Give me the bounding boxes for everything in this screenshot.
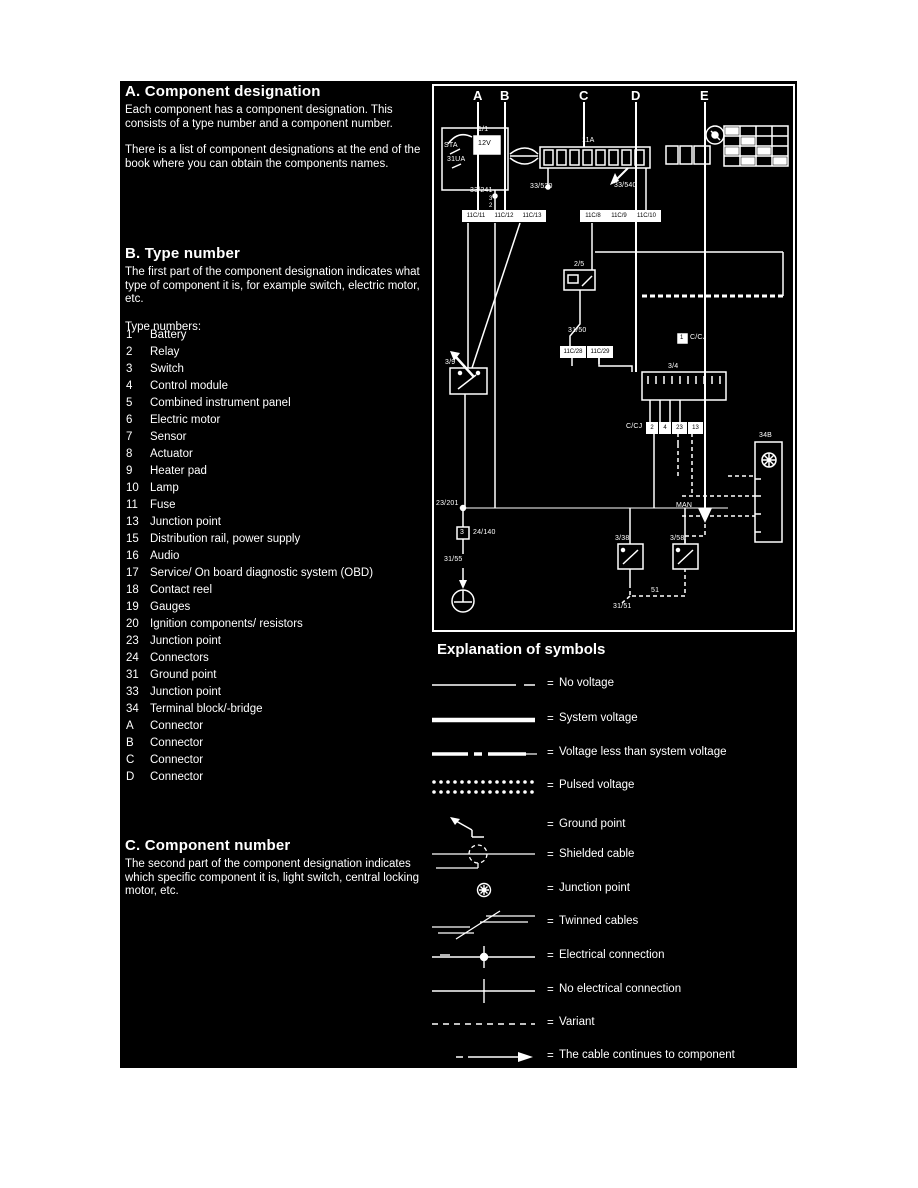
type-number: 15 xyxy=(126,533,139,545)
mid-connector-wires xyxy=(572,358,599,366)
list-item xyxy=(120,448,440,465)
legend-row xyxy=(430,976,796,1006)
cable-continues-symbol xyxy=(430,1042,545,1072)
list-item xyxy=(120,329,440,346)
feed-wires xyxy=(493,168,646,210)
legend-row xyxy=(430,705,796,735)
connector-box-label: 11C/8 xyxy=(580,210,606,222)
list-item xyxy=(120,669,440,686)
pin-number-box: 2 xyxy=(646,422,658,434)
equals-sign: = xyxy=(547,984,554,996)
junction-point-symbol xyxy=(430,875,545,905)
type-number: 33 xyxy=(126,686,139,698)
type-label: Terminal block/-bridge xyxy=(150,703,263,715)
diagram-label: C/CJ xyxy=(690,334,707,341)
variant-symbol xyxy=(430,1009,545,1039)
list-item xyxy=(120,703,440,720)
type-number: 31 xyxy=(126,669,139,681)
list-item xyxy=(120,737,440,754)
type-label: Connector xyxy=(150,737,204,749)
list-item xyxy=(120,346,440,363)
type-label: Electric motor xyxy=(150,414,221,426)
equals-sign: = xyxy=(547,950,554,962)
section-component-number xyxy=(125,837,437,899)
legend-label: The cable continues to component xyxy=(559,1049,735,1061)
type-number: C xyxy=(126,754,135,766)
pin-number-box: 23 xyxy=(672,422,687,434)
legend-row xyxy=(430,739,796,769)
type-label: Junction point xyxy=(150,686,221,698)
shielded-cable-symbol xyxy=(430,841,545,871)
connector-letter-c: C xyxy=(579,88,589,103)
legend-label: No voltage xyxy=(559,677,614,689)
list-item xyxy=(120,686,440,703)
type-label: Ground point xyxy=(150,669,217,681)
type-number: 34 xyxy=(126,703,139,715)
variant-wires xyxy=(622,524,705,603)
section-c-title: C. Component number xyxy=(125,837,291,854)
legend-label: Electrical connection xyxy=(559,949,665,961)
legend-row xyxy=(430,772,796,802)
type-label: Service/ On board diagnostic system (OBD) xyxy=(150,567,374,579)
list-item xyxy=(120,550,440,567)
list-item xyxy=(120,431,440,448)
diagram-label: 1/1 xyxy=(478,126,489,133)
type-label: Ignition components/ resistors xyxy=(150,618,303,630)
type-label: Junction point xyxy=(150,635,221,647)
list-item xyxy=(120,465,440,482)
diagram-label: 34B xyxy=(759,432,773,439)
ground-point-circle xyxy=(452,590,474,612)
list-item xyxy=(120,635,440,652)
twinned-cables-symbol xyxy=(430,908,545,942)
type-number: 2 xyxy=(126,346,133,358)
type-label: Connector xyxy=(150,754,204,766)
diagram-frame xyxy=(433,85,794,631)
type-label: Relay xyxy=(150,346,180,358)
section-type-number xyxy=(125,245,437,334)
type-label: Battery xyxy=(150,329,187,341)
diagram-label: 2/5 xyxy=(574,261,585,268)
diagram-label: 33/520 xyxy=(530,183,553,190)
connector-box-label: 11C/12 xyxy=(490,210,518,222)
diagram-label: 11A xyxy=(582,137,595,144)
equals-sign: = xyxy=(547,678,554,690)
equals-sign: = xyxy=(547,1017,554,1029)
diagram-label: 33/540 xyxy=(614,182,637,189)
pointer-arrow-switch xyxy=(455,356,474,377)
type-label: Switch xyxy=(150,363,184,375)
equals-sign: = xyxy=(547,849,554,861)
connector-letter-b: B xyxy=(500,88,510,103)
section-component-designation xyxy=(125,83,437,171)
type-number: 4 xyxy=(126,380,133,392)
type-number: 1 xyxy=(126,329,133,341)
legend-row xyxy=(430,1009,796,1039)
type-number: 23 xyxy=(126,635,139,647)
legend-label: Twinned cables xyxy=(559,915,639,927)
type-label: Contact reel xyxy=(150,584,213,596)
list-item xyxy=(120,363,440,380)
scanned-manual-panel xyxy=(120,81,797,1068)
type-number: B xyxy=(126,737,134,749)
type-label: Fuse xyxy=(150,499,176,511)
equals-sign: = xyxy=(547,747,554,759)
legend-row xyxy=(430,908,796,938)
type-label: Connector xyxy=(150,771,204,783)
low-voltage-symbol xyxy=(430,739,545,769)
connector-letter-a: A xyxy=(473,88,483,103)
section-a-title: A. Component designation xyxy=(125,83,321,100)
list-item xyxy=(120,380,440,397)
diagram-label: 31UA xyxy=(447,156,466,163)
wiring-diagram-art xyxy=(432,84,795,633)
pin-number-box: 13 xyxy=(688,422,703,434)
list-item xyxy=(120,499,440,516)
pulsed-voltage-symbol xyxy=(430,772,545,802)
symbol-legend xyxy=(430,639,796,1067)
legend-row xyxy=(430,841,796,871)
fuse-box xyxy=(540,147,650,168)
legend-label: System voltage xyxy=(559,712,638,724)
switch-3-38 xyxy=(618,508,643,584)
type-number: 17 xyxy=(126,567,139,579)
equals-sign: = xyxy=(547,916,554,928)
legend-label: Voltage less than system voltage xyxy=(559,746,727,758)
diagram-label: 31/50 xyxy=(568,327,587,334)
type-label: Gauges xyxy=(150,601,191,613)
section-a-paragraph-1: Each component has a component designation. This consists of a type number and a component number. xyxy=(125,104,393,130)
section-b-title: B. Type number xyxy=(125,245,241,262)
diagram-label: 2 xyxy=(489,203,493,209)
type-number: 5 xyxy=(126,397,133,409)
list-item xyxy=(120,771,440,788)
diagram-label: 23/201 xyxy=(436,500,459,507)
type-number: A xyxy=(126,720,134,732)
ground-point-symbol xyxy=(430,811,545,841)
type-label: Audio xyxy=(150,550,180,562)
list-item xyxy=(120,414,440,431)
section-c-paragraph-1: The second part of the component designation indicates which specific component it is, light switch, central locking motor, etc. xyxy=(125,858,420,897)
legend-row xyxy=(430,875,796,905)
type-number: 16 xyxy=(126,550,139,562)
ignition-switch-symbol xyxy=(666,126,724,164)
key-position-table xyxy=(724,126,788,166)
type-label: Connectors xyxy=(150,652,209,664)
control-module-3-4 xyxy=(642,372,726,422)
type-number: 18 xyxy=(126,584,139,596)
no-electrical-connection-symbol xyxy=(430,976,545,1006)
type-number: 9 xyxy=(126,465,133,477)
legend-label: Pulsed voltage xyxy=(559,779,635,791)
list-item xyxy=(120,584,440,601)
diagram-label: 3/4 xyxy=(668,363,679,370)
legend-label: Ground point xyxy=(559,818,626,830)
equals-sign: = xyxy=(547,1050,554,1062)
type-label: Combined instrument panel xyxy=(150,397,291,409)
wiring-diagram xyxy=(432,84,795,633)
diagram-label: 3/58 xyxy=(670,535,685,542)
equals-sign: = xyxy=(547,713,554,725)
type-label: Junction point xyxy=(150,516,221,528)
legend-label: Junction point xyxy=(559,882,630,894)
system-voltage-symbol xyxy=(430,705,545,735)
type-number: 20 xyxy=(126,618,139,630)
diagram-label: 31/55 xyxy=(444,556,463,563)
equals-sign: = xyxy=(547,780,554,792)
diagram-label: 51 xyxy=(651,587,660,594)
legend-label: Shielded cable xyxy=(559,848,635,860)
connector-box-label: 11C/10 xyxy=(632,210,661,222)
section-b-paragraph-1: The first part of the component designation indicates what type of component it is, for example switch, electric motor, etc. xyxy=(125,266,420,305)
legend-label: No electrical connection xyxy=(559,983,682,995)
connector-box-label: 11C/11 xyxy=(462,210,490,222)
legend-row xyxy=(430,1042,796,1072)
type-label: Sensor xyxy=(150,431,187,443)
electrical-connection-symbol xyxy=(430,942,545,972)
switch-3-9 xyxy=(450,368,487,508)
terminal-block-34b xyxy=(678,433,782,542)
legend-row xyxy=(430,670,796,700)
type-label: Lamp xyxy=(150,482,179,494)
list-item xyxy=(120,720,440,737)
relay-2-5 xyxy=(564,270,595,290)
list-item xyxy=(120,533,440,550)
diagram-label: MAN xyxy=(676,502,693,509)
type-label: Actuator xyxy=(150,448,193,460)
type-number-list xyxy=(120,329,445,781)
connector-box-label: 11C/13 xyxy=(518,210,546,222)
equals-sign: = xyxy=(547,819,554,831)
diagram-label: 3 xyxy=(460,529,465,536)
legend-title: Explanation of symbols xyxy=(437,641,606,658)
diagram-label: 12V xyxy=(478,140,492,147)
type-number: 10 xyxy=(126,482,139,494)
type-label: Connector xyxy=(150,720,204,732)
continues-arrow-e xyxy=(698,508,712,523)
list-item xyxy=(120,652,440,669)
type-numbers-intro: Type numbers: xyxy=(125,320,202,333)
type-label: Heater pad xyxy=(150,465,207,477)
type-number: 8 xyxy=(126,448,133,460)
diagram-label: 1 xyxy=(680,335,684,341)
type-label: Distribution rail, power supply xyxy=(150,533,301,545)
type-number: 3 xyxy=(126,363,133,375)
connector-box-label: 11C/28 xyxy=(560,346,586,358)
type-number: 7 xyxy=(126,431,133,443)
diagram-label: 3/9 xyxy=(445,359,456,366)
list-item xyxy=(120,482,440,499)
diagram-label: 3/38 xyxy=(615,535,630,542)
type-number: 19 xyxy=(126,601,139,613)
legend-label: Variant xyxy=(559,1016,595,1028)
connector-letter-d: D xyxy=(631,88,641,103)
pin-number-box: 4 xyxy=(659,422,671,434)
type-label: Control module xyxy=(150,380,228,392)
legend-row xyxy=(430,811,796,841)
branch-wires xyxy=(468,223,783,508)
diagram-label: 33/241 xyxy=(470,187,493,194)
ground-path xyxy=(457,508,469,580)
diagram-label: STA xyxy=(444,142,458,149)
type-number: 13 xyxy=(126,516,139,528)
list-item xyxy=(120,601,440,618)
list-item xyxy=(120,516,440,533)
ground-arrowhead xyxy=(459,580,467,589)
list-item xyxy=(120,754,440,771)
no-voltage-symbol xyxy=(430,670,545,700)
diagram-label: 24/140 xyxy=(473,529,496,536)
type-number: 6 xyxy=(126,414,133,426)
list-item xyxy=(120,567,440,584)
diagram-label: C/CJ xyxy=(626,423,643,430)
connector-letter-e: E xyxy=(700,88,709,103)
legend-row xyxy=(430,942,796,972)
section-a-paragraph-2: There is a list of component designations at the end of the book where you can obtain the components names. xyxy=(125,144,421,170)
connector-box-label: 11C/29 xyxy=(587,346,613,358)
type-number: D xyxy=(126,771,135,783)
type-number: 11 xyxy=(126,499,138,511)
connector-box-label: 11C/9 xyxy=(606,210,632,222)
diagram-label: 31/51 xyxy=(613,603,632,610)
equals-sign: = xyxy=(547,883,554,895)
list-item xyxy=(120,618,440,635)
type-number: 24 xyxy=(126,652,139,664)
list-item xyxy=(120,397,440,414)
diagram-label: 3 xyxy=(489,196,493,202)
